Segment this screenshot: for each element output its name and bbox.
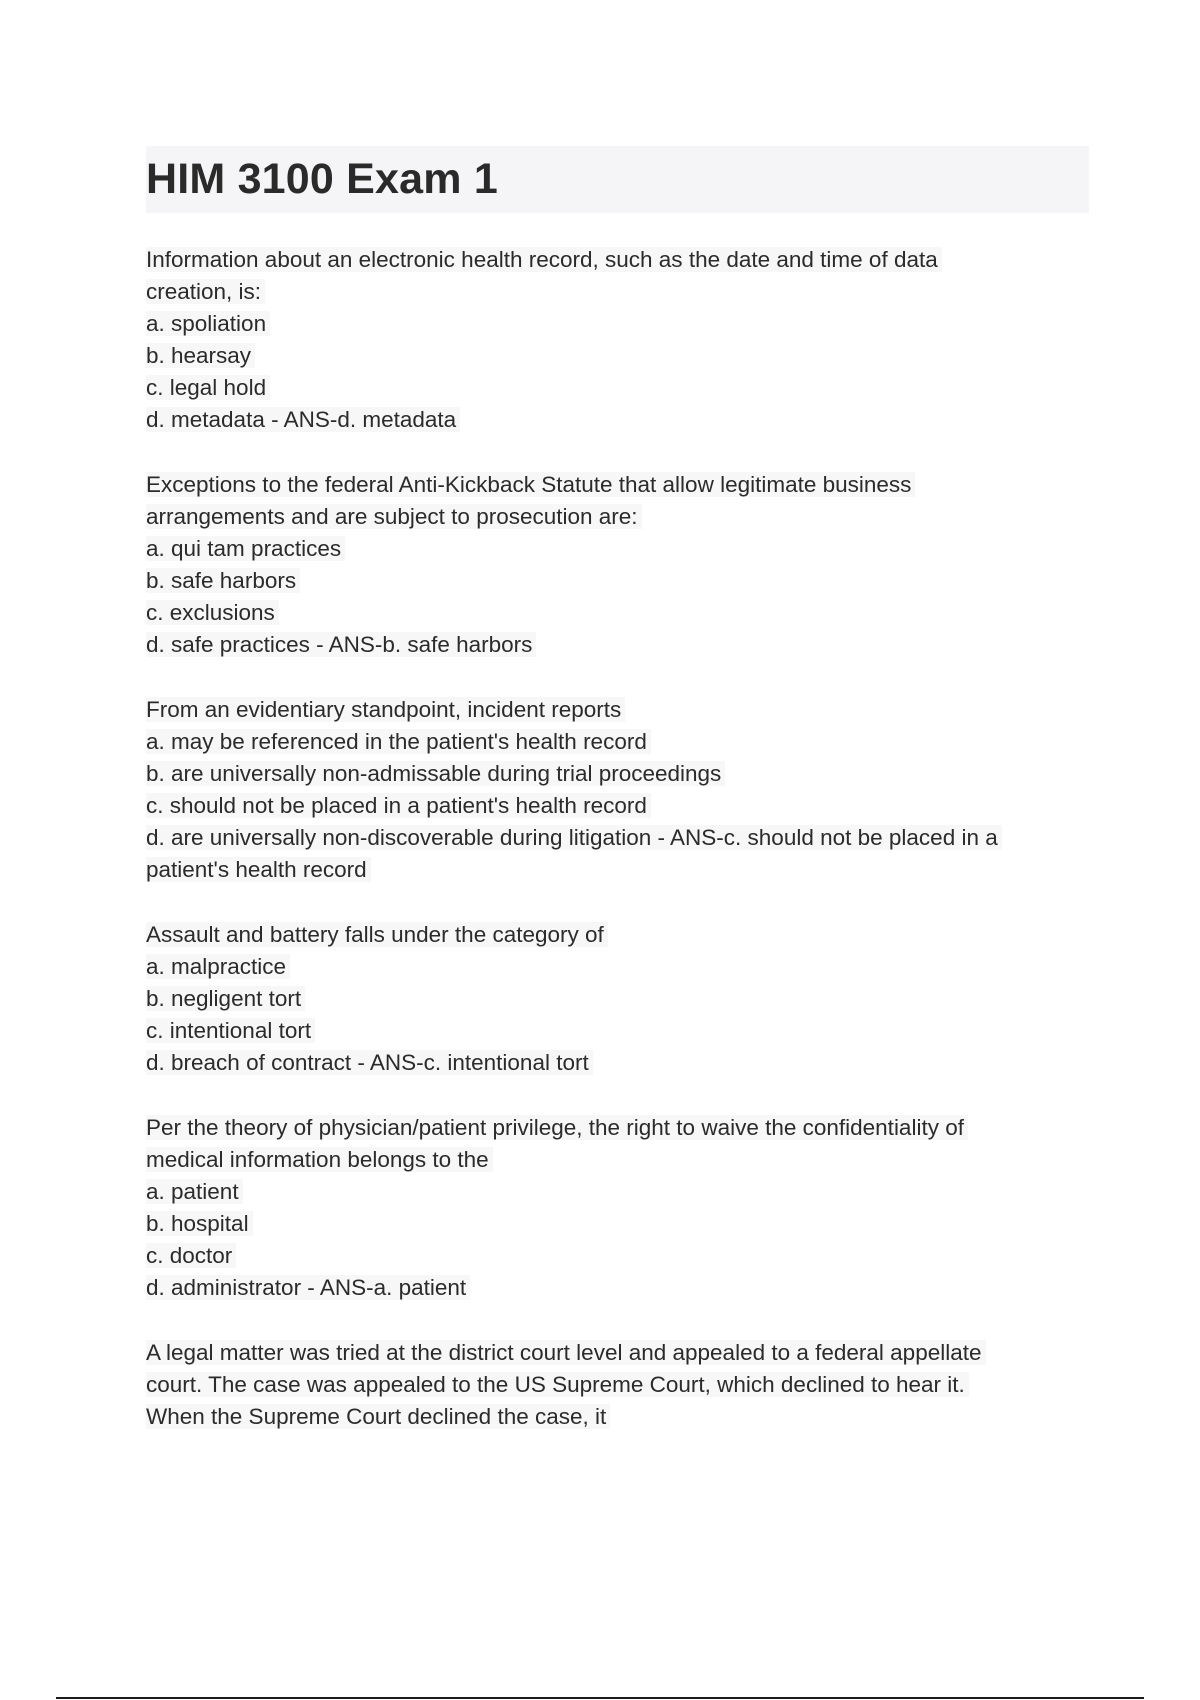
answer-option: b. hospital bbox=[146, 1208, 1086, 1240]
answer-option: a. malpractice bbox=[146, 951, 1086, 983]
question-line: Assault and battery falls under the category of bbox=[146, 919, 1086, 951]
question-line: When the Supreme Court declined the case, it bbox=[146, 1401, 1086, 1433]
answer-key-continuation: patient's health record bbox=[146, 854, 1086, 886]
answer-option-with-key: d. breach of contract - ANS-c. intentional tort bbox=[146, 1047, 1086, 1079]
answer-option: b. are universally non-admissable during trial proceedings bbox=[146, 758, 1086, 790]
answer-option: a. spoliation bbox=[146, 308, 1086, 340]
question-6 bbox=[146, 1337, 1086, 1433]
question-line: A legal matter was tried at the district court level and appealed to a federal appellate bbox=[146, 1337, 1086, 1369]
question-line: court. The case was appealed to the US Supreme Court, which declined to hear it. bbox=[146, 1369, 1086, 1401]
question-line: creation, is: bbox=[146, 276, 1086, 308]
answer-option: a. may be referenced in the patient's health record bbox=[146, 726, 1086, 758]
answer-option: c. intentional tort bbox=[146, 1015, 1086, 1047]
answer-option: b. safe harbors bbox=[146, 565, 1086, 597]
answer-option: c. should not be placed in a patient's health record bbox=[146, 790, 1086, 822]
answer-option: c. exclusions bbox=[146, 597, 1086, 629]
answer-option: a. qui tam practices bbox=[146, 533, 1086, 565]
question-line: From an evidentiary standpoint, incident reports bbox=[146, 694, 1086, 726]
answer-option: c. doctor bbox=[146, 1240, 1086, 1272]
question-2 bbox=[146, 469, 1086, 661]
footer-divider bbox=[56, 1697, 1144, 1699]
answer-option-with-key: d. safe practices - ANS-b. safe harbors bbox=[146, 629, 1086, 661]
question-4 bbox=[146, 919, 1086, 1079]
answer-option-with-key: d. metadata - ANS-d. metadata bbox=[146, 404, 1086, 436]
question-line: Exceptions to the federal Anti-Kickback Statute that allow legitimate business bbox=[146, 469, 1086, 501]
answer-option: a. patient bbox=[146, 1176, 1086, 1208]
question-line: Per the theory of physician/patient privilege, the right to waive the confidentiality of bbox=[146, 1112, 1086, 1144]
answer-option: b. hearsay bbox=[146, 340, 1086, 372]
answer-option: b. negligent tort bbox=[146, 983, 1086, 1015]
answer-option-with-key: d. administrator - ANS-a. patient bbox=[146, 1272, 1086, 1304]
answer-option-with-key: d. are universally non-discoverable during litigation - ANS-c. should not be placed in a bbox=[146, 822, 1086, 854]
question-3 bbox=[146, 694, 1086, 886]
answer-option: c. legal hold bbox=[146, 372, 1086, 404]
question-line: medical information belongs to the bbox=[146, 1144, 1086, 1176]
question-list bbox=[146, 244, 1086, 1466]
question-1 bbox=[146, 244, 1086, 436]
question-5 bbox=[146, 1112, 1086, 1304]
question-line: Information about an electronic health record, such as the date and time of data bbox=[146, 244, 1086, 276]
page-title: HIM 3100 Exam 1 bbox=[146, 155, 498, 203]
question-line: arrangements and are subject to prosecution are: bbox=[146, 501, 1086, 533]
